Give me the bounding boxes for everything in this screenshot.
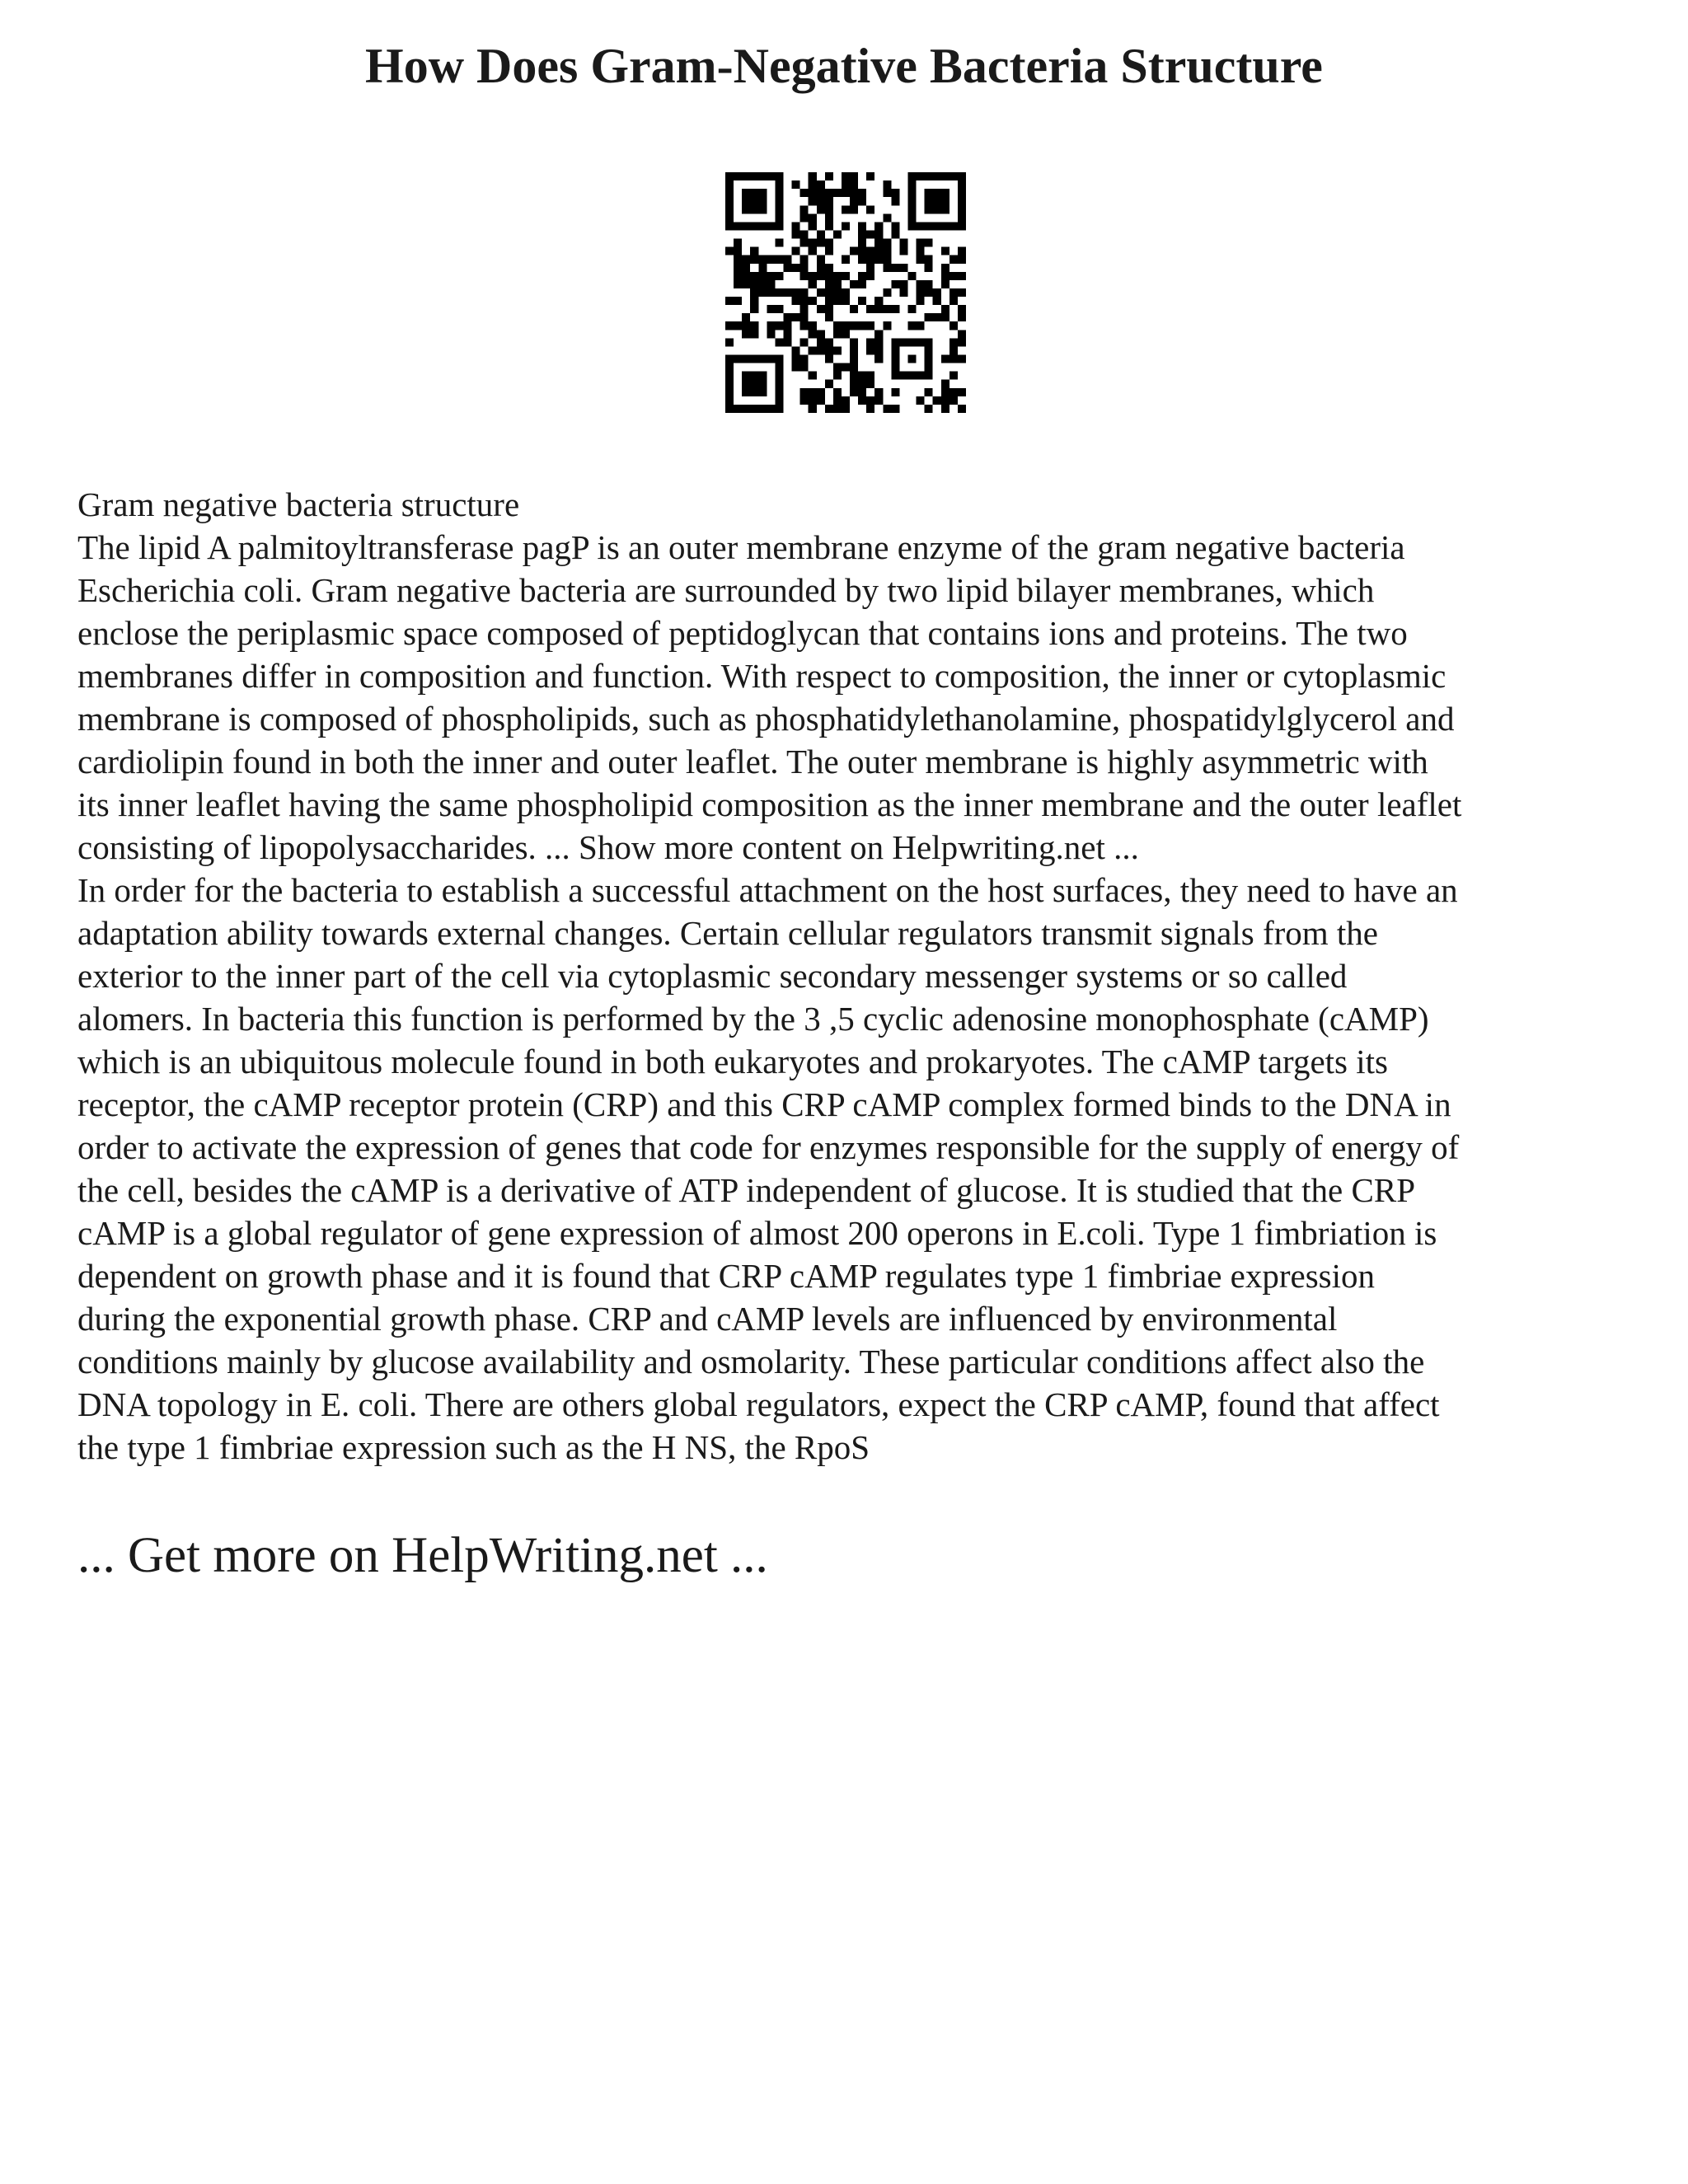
get-more-link[interactable]: ... Get more on HelpWriting.net ... (77, 1528, 768, 1583)
article-paragraph-2: In order for the bacteria to establish a successful attachment on the host surfaces, they need to have an adaptation ability towards external changes. Certain cellular regulators transmit signals from the exterior to the inner part of the cell via cytoplasmic secondary messenger systems or so called alomers. In bacteria this function is performed by the 3 ,5 cyclic adenosine monophosphate (cAMP) which is an ubiquitous molecule found in both eukaryotes and prokaryotes. The cAMP targets its receptor, the cAMP receptor protein (CRP) and this CRP cAMP complex formed binds to the DNA in order to activate the expression of genes that code for enzymes responsible for the supply of energy of the cell, besides the cAMP is a derivative of ATP independent of glucose. It is studied that the CRP cAMP is a global regulator of gene expression of almost 200 operons in E.coli. Type 1 fimbriation is dependent on growth phase and it is found that CRP cAMP regulates type 1 fimbriae expression during the exponential growth phase. CRP and cAMP levels are influenced by environmental conditions mainly by glucose availability and osmolarity. These particular conditions affect also the DNA topology in E. coli. There are others global regulators, expect the CRP cAMP, found that affect the type 1 fimbriae expression such as the H NS, the RpoS (77, 871, 1460, 1466)
article-body (77, 483, 1643, 1469)
article-subtitle: Gram negative bacteria structure (77, 485, 520, 523)
article-paragraph-1: The lipid A palmitoyltransferase pagP is an outer membrane enzyme of the gram negative bacteria Escherichia coli. Gram negative bacteria are surrounded by two lipid bilayer membranes, which enclose the periplasmic space composed of peptidoglycan that contains ions and proteins. The two membranes differ in composition and function. With respect to composition, the inner or cytoplasmic membrane is composed of phospholipids, such as phosphatidylethanolamine, phospatidylglycerol and cardiolipin found in both the inner and outer leaflet. The outer membrane is highly asymmetric with its inner leaflet having the same phospholipid composition as the inner membrane and the outer leaflet consisting of lipopolysaccharides. ... Show more content on Helpwriting.net ... (77, 528, 1462, 866)
page-title: How Does Gram-Negative Bacteria Structure (365, 39, 1323, 93)
qr-code-icon (725, 172, 966, 413)
